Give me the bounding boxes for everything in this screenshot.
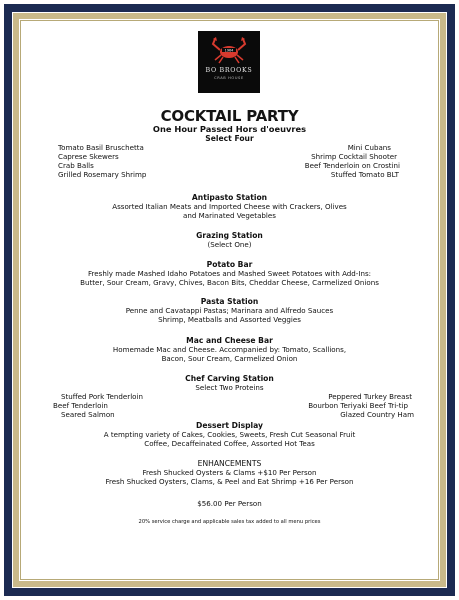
carving-item: Stuffed Pork Tenderloin xyxy=(61,392,143,401)
hors-item: Stuffed Tomato BLT xyxy=(330,170,399,179)
pasta-text: Penne and Cavatappi Pastas; Marinara and Alfredo Sauces xyxy=(125,306,334,315)
footnote: 20% service charge and applicable sales tax added to all menu prices xyxy=(138,519,321,525)
select-note: Select Four xyxy=(205,134,254,143)
potato-heading: Potato Bar xyxy=(206,260,253,269)
hors-item: Tomato Basil Bruschetta xyxy=(58,143,144,152)
carving-item: Seared Salmon xyxy=(61,410,115,419)
pasta-heading: Pasta Station xyxy=(200,297,259,306)
dessert-text: Coffee, Decaffeinated Coffee, Assorted Hot Teas xyxy=(144,439,315,448)
carving-note: Select Two Proteins xyxy=(195,383,264,392)
antipasto-text: Assorted Italian Meats and Imported Cheese with Crackers, Olives xyxy=(112,202,347,211)
logo-brand: BO BROOKS xyxy=(205,67,253,74)
crab-icon xyxy=(211,36,247,64)
page-title: COCKTAIL PARTY xyxy=(160,107,299,125)
enhancements-heading: ENHANCEMENTS xyxy=(197,459,262,468)
price: $56.00 Per Person xyxy=(197,499,262,508)
enhancements-text: Fresh Shucked Oysters, Clams, & Peel and Eat Shrimp +16 Per Person xyxy=(105,477,354,486)
potato-text: Freshly made Mashed Idaho Potatoes and Mashed Sweet Potatoes with Add-Ins: xyxy=(87,269,372,278)
carving-heading: Chef Carving Station xyxy=(185,374,274,383)
hors-item: Caprese Skewers xyxy=(58,152,119,161)
svg-text:1964: 1964 xyxy=(224,48,234,53)
carving-item: Peppered Turkey Breast xyxy=(328,392,412,401)
carving-item: Bourbon Teriyaki Beef Tri-tip xyxy=(308,401,408,410)
potato-text: Butter, Sour Cream, Gravy, Chives, Bacon Bits, Cheddar Cheese, Carmelized Onions xyxy=(80,278,379,287)
hors-item: Shrimp Cocktail Shooter xyxy=(311,152,397,161)
mac-text: Bacon, Sour Cream, Carmelized Onion xyxy=(161,354,298,363)
hors-item: Crab Balls xyxy=(58,161,94,170)
hors-item: Grilled Rosemary Shrimp xyxy=(58,170,147,179)
grazing-heading: Grazing Station xyxy=(196,231,263,240)
restaurant-logo xyxy=(198,31,260,93)
dessert-text: A tempting variety of Cakes, Cookies, Sweets, Fresh Cut Seasonal Fruit xyxy=(103,430,356,439)
antipasto-text: and Marinated Vegetables xyxy=(183,211,276,220)
pasta-text: Shrimp, Meatballs and Assorted Veggies xyxy=(158,315,301,324)
mac-text: Homemade Mac and Cheese. Accompanied by: Tomato, Scallions, xyxy=(112,345,347,354)
carving-item: Glazed Country Ham xyxy=(340,410,414,419)
hors-item: Beef Tenderloin on Crostini xyxy=(304,161,400,170)
logo-tagline: CRAB HOUSE xyxy=(214,76,244,80)
grazing-note: (Select One) xyxy=(207,240,252,249)
enhancements-text: Fresh Shucked Oysters & Clams +$10 Per Person xyxy=(142,468,317,477)
antipasto-heading: Antipasto Station xyxy=(191,193,268,202)
page-subtitle: One Hour Passed Hors d'oeuvres xyxy=(152,124,307,134)
dessert-heading: Dessert Display xyxy=(196,421,263,430)
menu-page xyxy=(21,21,438,579)
carving-item: Beef Tenderloin xyxy=(53,401,108,410)
mac-heading: Mac and Cheese Bar xyxy=(186,336,273,345)
hors-item: Mini Cubans xyxy=(347,143,391,152)
